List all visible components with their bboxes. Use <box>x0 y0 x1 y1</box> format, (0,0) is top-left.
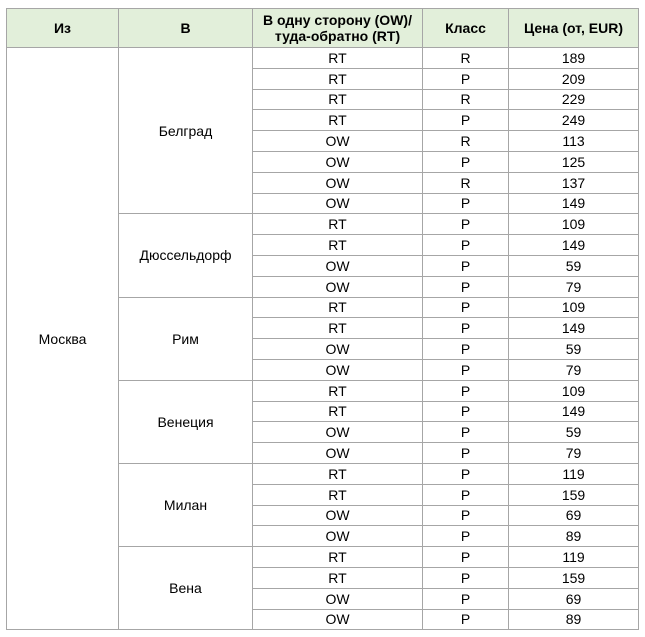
trip-type-cell: RT <box>253 401 423 422</box>
destination-city-cell: Венеция <box>119 380 253 463</box>
price-cell: 79 <box>509 359 639 380</box>
header-trip-type-line1: В одну сторону (OW)/ <box>263 12 412 28</box>
fares-body <box>7 48 639 630</box>
class-cell: P <box>423 255 509 276</box>
destination-city-cell: Милан <box>119 463 253 546</box>
class-cell: P <box>423 547 509 568</box>
price-cell: 59 <box>509 255 639 276</box>
price-cell: 109 <box>509 380 639 401</box>
class-cell: R <box>423 131 509 152</box>
header-to: В <box>119 9 253 48</box>
price-cell: 69 <box>509 588 639 609</box>
class-cell: P <box>423 235 509 256</box>
trip-type-cell: RT <box>253 547 423 568</box>
trip-type-cell: OW <box>253 131 423 152</box>
price-cell: 137 <box>509 172 639 193</box>
price-cell: 113 <box>509 131 639 152</box>
fares-table <box>6 8 639 630</box>
class-cell: R <box>423 89 509 110</box>
price-cell: 149 <box>509 235 639 256</box>
class-cell: P <box>423 422 509 443</box>
trip-type-cell: RT <box>253 567 423 588</box>
trip-type-cell: RT <box>253 463 423 484</box>
trip-type-cell: RT <box>253 214 423 235</box>
price-cell: 59 <box>509 339 639 360</box>
class-cell: P <box>423 339 509 360</box>
header-from: Из <box>7 9 119 48</box>
price-cell: 125 <box>509 151 639 172</box>
price-cell: 229 <box>509 89 639 110</box>
class-cell: P <box>423 443 509 464</box>
trip-type-cell: OW <box>253 276 423 297</box>
price-cell: 89 <box>509 526 639 547</box>
trip-type-cell: RT <box>253 68 423 89</box>
destination-city-cell: Рим <box>119 297 253 380</box>
class-cell: P <box>423 401 509 422</box>
trip-type-cell: OW <box>253 526 423 547</box>
price-cell: 79 <box>509 443 639 464</box>
class-cell: R <box>423 48 509 69</box>
class-cell: P <box>423 318 509 339</box>
class-cell: P <box>423 526 509 547</box>
trip-type-cell: RT <box>253 318 423 339</box>
class-cell: P <box>423 359 509 380</box>
destination-city-cell: Вена <box>119 547 253 630</box>
price-cell: 249 <box>509 110 639 131</box>
class-cell: P <box>423 609 509 630</box>
price-cell: 149 <box>509 318 639 339</box>
trip-type-cell: RT <box>253 484 423 505</box>
header-price: Цена (от, EUR) <box>509 9 639 48</box>
class-cell: P <box>423 68 509 89</box>
price-cell: 149 <box>509 401 639 422</box>
header-trip-type-line2: туда-обратно (RT) <box>274 28 401 44</box>
price-cell: 79 <box>509 276 639 297</box>
trip-type-cell: OW <box>253 422 423 443</box>
price-cell: 109 <box>509 297 639 318</box>
trip-type-cell: OW <box>253 505 423 526</box>
class-cell: R <box>423 172 509 193</box>
trip-type-cell: RT <box>253 380 423 401</box>
trip-type-cell: RT <box>253 235 423 256</box>
destination-city-cell: Белград <box>119 48 253 214</box>
trip-type-cell: OW <box>253 359 423 380</box>
class-cell: P <box>423 484 509 505</box>
class-cell: P <box>423 567 509 588</box>
trip-type-cell: RT <box>253 110 423 131</box>
trip-type-cell: RT <box>253 48 423 69</box>
price-cell: 209 <box>509 68 639 89</box>
price-cell: 189 <box>509 48 639 69</box>
trip-type-cell: RT <box>253 297 423 318</box>
price-cell: 159 <box>509 484 639 505</box>
class-cell: P <box>423 151 509 172</box>
class-cell: P <box>423 505 509 526</box>
class-cell: P <box>423 588 509 609</box>
trip-type-cell: OW <box>253 151 423 172</box>
price-cell: 119 <box>509 463 639 484</box>
price-cell: 59 <box>509 422 639 443</box>
price-cell: 89 <box>509 609 639 630</box>
trip-type-cell: OW <box>253 443 423 464</box>
header-row <box>7 9 639 48</box>
table-row <box>7 48 639 69</box>
class-cell: P <box>423 193 509 214</box>
class-cell: P <box>423 463 509 484</box>
class-cell: P <box>423 214 509 235</box>
class-cell: P <box>423 110 509 131</box>
trip-type-cell: OW <box>253 588 423 609</box>
price-cell: 159 <box>509 567 639 588</box>
trip-type-cell: OW <box>253 609 423 630</box>
class-cell: P <box>423 276 509 297</box>
trip-type-cell: OW <box>253 193 423 214</box>
price-cell: 69 <box>509 505 639 526</box>
trip-type-cell: OW <box>253 172 423 193</box>
price-cell: 109 <box>509 214 639 235</box>
trip-type-cell: RT <box>253 89 423 110</box>
price-cell: 119 <box>509 547 639 568</box>
class-cell: P <box>423 297 509 318</box>
trip-type-cell: OW <box>253 255 423 276</box>
trip-type-cell: OW <box>253 339 423 360</box>
class-cell: P <box>423 380 509 401</box>
destination-city-cell: Дюссельдорф <box>119 214 253 297</box>
header-trip-type <box>253 9 423 48</box>
header-class: Класс <box>423 9 509 48</box>
origin-city-cell: Москва <box>7 48 119 630</box>
price-cell: 149 <box>509 193 639 214</box>
